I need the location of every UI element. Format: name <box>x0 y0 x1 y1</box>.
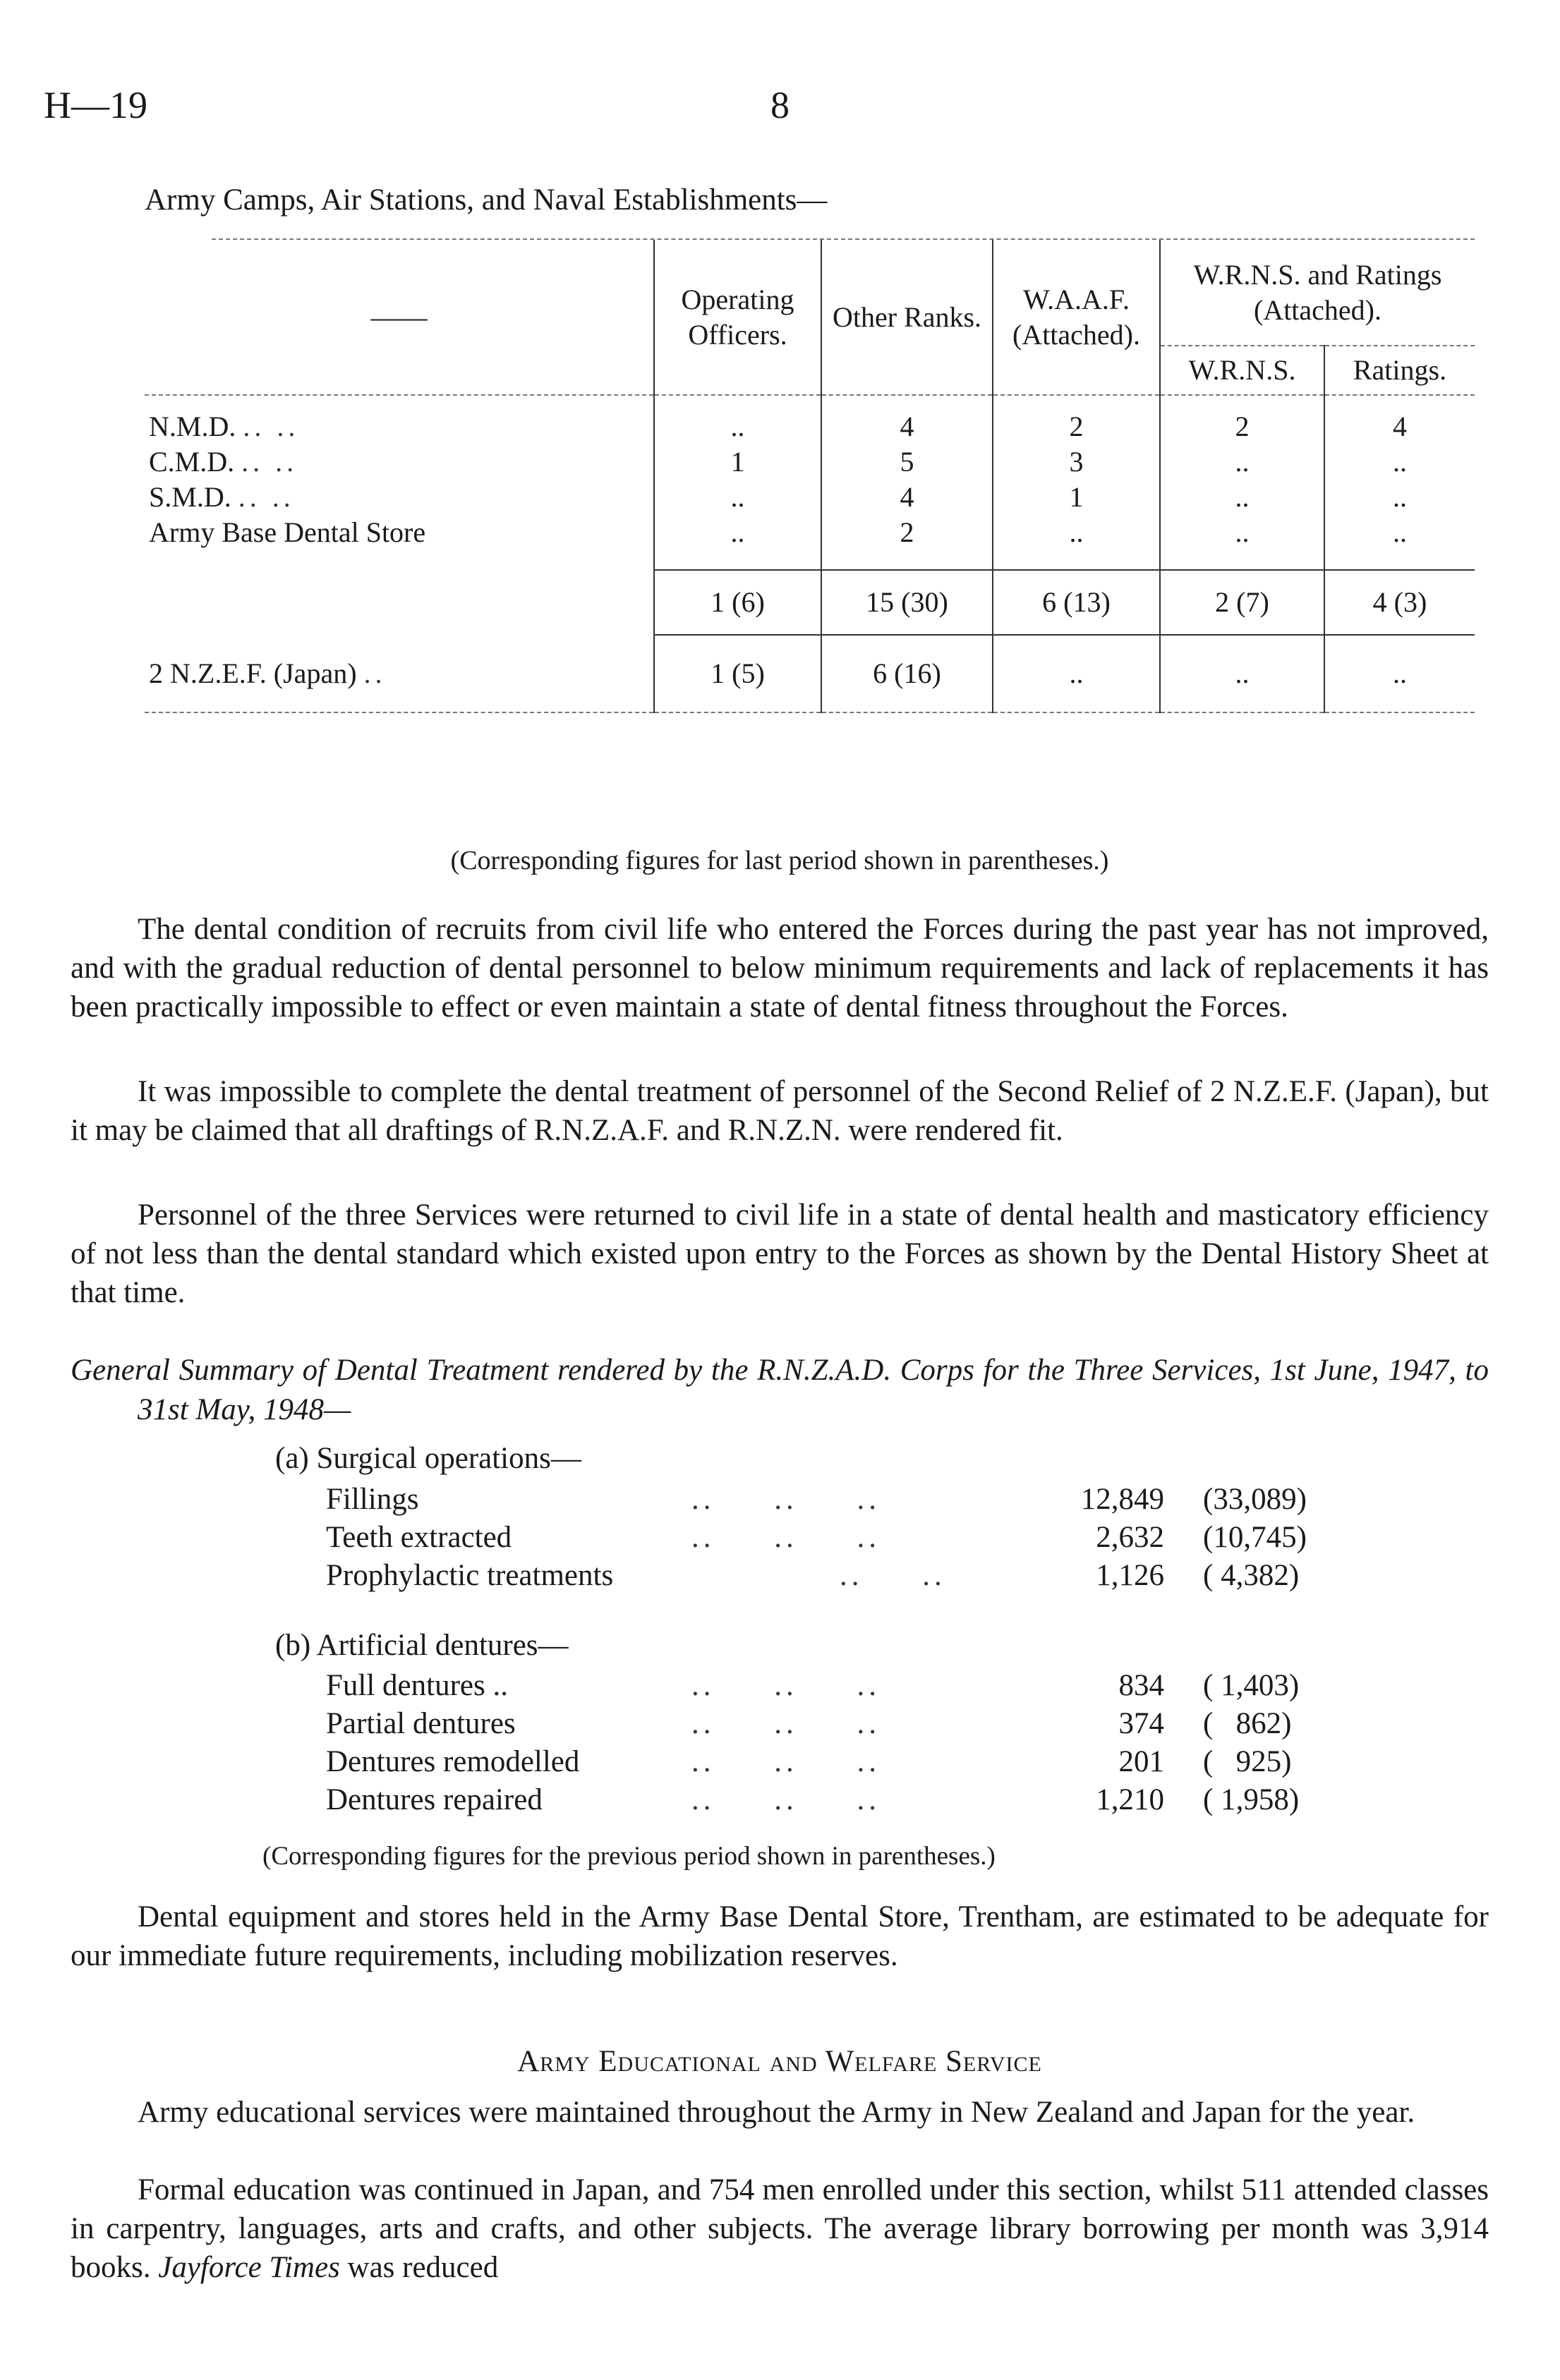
summary-note: (Corresponding figures for the previous period shown in parentheses.) <box>262 1842 996 1871</box>
total-other: 15 (30) <box>821 570 993 635</box>
cell-other: 5 <box>821 444 993 480</box>
summary-item-label: Full dentures .. <box>326 1669 508 1702</box>
cell-wrns: .. <box>1160 515 1324 550</box>
row-label: Army Base Dental Store <box>149 516 426 548</box>
table-note: (Corresponding figures for last period shown in parentheses.) <box>450 846 1109 875</box>
dentures-heading: (b) Artificial dentures— <box>275 1629 569 1662</box>
cell-waaf: 1 <box>993 480 1160 515</box>
summary-item-value: 12,849 <box>1080 1483 1164 1516</box>
total-operating: 1 (6) <box>654 570 821 635</box>
cell-operating: .. <box>654 515 821 550</box>
paragraph-personnel-returned: Personnel of the three Services were returned to civil life in a state of dental health and masticatory efficiency of not less than the dental standard which existed upon entry to the Forces as shown by the Dental History Sheet at that time. <box>71 1198 1489 1309</box>
col-wrns-ratings-group: W.R.N.S. and Ratings (Attached). <box>1160 240 1475 346</box>
cell-waaf: .. <box>993 635 1160 712</box>
jayforce-times-title: Jayforce Times <box>158 2251 340 2284</box>
total-ratings: 4 (3) <box>1324 570 1475 635</box>
row-label: N.M.D. .. .. <box>149 411 300 442</box>
cell-operating: 1 (5) <box>654 635 821 712</box>
page-number: 8 <box>770 84 790 126</box>
summary-item-value: 201 <box>1118 1745 1164 1778</box>
paragraph-dental-condition: The dental condition of recruits from civil life who entered the Forces during the past year has not improved, and with the gradual reduction of dental personnel to below minimum requirements and lack of replacements it has been practically impossible to effect or even maintain a state of dental fitness throughout the Forces. <box>71 913 1489 1024</box>
cell-ratings: .. <box>1324 480 1475 515</box>
summary-item-label: Partial dentures <box>326 1707 516 1740</box>
establishments-table <box>145 240 1475 722</box>
summary-item-value: 1,210 <box>1096 1783 1164 1816</box>
summary-item-previous: (33,089) <box>1203 1483 1307 1516</box>
summary-item-value: 834 <box>1118 1669 1164 1702</box>
table-row <box>145 480 1475 515</box>
summary-item-label: Teeth extracted <box>326 1521 512 1554</box>
cell-other: 6 (16) <box>821 635 993 712</box>
japan-row <box>145 635 1475 712</box>
col-operating-officers: Operating Officers. <box>654 240 821 395</box>
cell-other: 2 <box>821 515 993 550</box>
welfare-heading: Army Educational and Welfare Service <box>517 2045 1042 2078</box>
row-label: 2 N.Z.E.F. (Japan) .. <box>149 657 387 689</box>
cell-operating: .. <box>654 480 821 515</box>
cell-ratings: .. <box>1324 515 1475 550</box>
col-wrns: W.R.N.S. <box>1160 346 1324 395</box>
totals-row <box>145 570 1475 635</box>
row-label: S.M.D. .. .. <box>149 481 295 513</box>
cell-waaf: .. <box>993 515 1160 550</box>
cell-ratings: 4 <box>1324 409 1475 444</box>
paragraph-second-relief: It was impossible to complete the dental treatment of personnel of the Second Relief of 2 N.Z.E.F. (Japan), but it may be claimed that all draftings of R.N.Z.A.F. and R.N.Z.N. were rendered fit. <box>71 1075 1489 1147</box>
col-other-ranks: Other Ranks. <box>821 240 993 395</box>
cell-other: 4 <box>821 480 993 515</box>
summary-item-value: 374 <box>1118 1707 1164 1740</box>
cell-wrns: 2 <box>1160 409 1324 444</box>
summary-item-label: Dentures remodelled <box>326 1745 580 1778</box>
paragraph-formal-education: Formal education was continued in Japan, and 754 men enrolled under this section, whilst 511 attended classes in carpentry, languages, arts and crafts, and other subjects. The average library borrowing per month was 3,914 books. Jayforce Times was reduced <box>71 2173 1489 2284</box>
surgical-heading: (a) Surgical operations— <box>275 1442 581 1475</box>
cell-waaf: 3 <box>993 444 1160 480</box>
summary-item-previous: (10,745) <box>1203 1521 1307 1554</box>
table-row <box>145 515 1475 550</box>
cell-wrns: .. <box>1160 635 1324 712</box>
cell-wrns: .. <box>1160 444 1324 480</box>
table-blank-header: —— <box>370 300 428 333</box>
table-row <box>145 444 1475 480</box>
summary-item-previous: ( 862) <box>1203 1707 1292 1740</box>
cell-ratings: .. <box>1324 444 1475 480</box>
total-wrns: 2 (7) <box>1160 570 1324 635</box>
section-heading: Army Camps, Air Stations, and Naval Establishments— <box>145 183 828 217</box>
summary-item-label: Fillings <box>326 1483 419 1516</box>
summary-item-value: 2,632 <box>1096 1521 1164 1554</box>
summary-item-previous: ( 1,403) <box>1203 1669 1300 1702</box>
summary-item-value: 1,126 <box>1096 1559 1164 1592</box>
summary-item-previous: ( 4,382) <box>1203 1559 1300 1592</box>
table-row <box>145 409 1475 444</box>
total-waaf: 6 (13) <box>993 570 1160 635</box>
summary-item-label: Dentures repaired <box>326 1783 543 1816</box>
cell-other: 4 <box>821 409 993 444</box>
col-waaf: W.A.A.F. (Attached). <box>993 240 1160 395</box>
cell-ratings: .. <box>1324 635 1475 712</box>
cell-operating: 1 <box>654 444 821 480</box>
summary-title: General Summary of Dental Treatment rendered by the R.N.Z.A.D. Corps for the Three Services, 1st June, 1947, to 31st May, 1948— <box>71 1354 1489 1426</box>
cell-wrns: .. <box>1160 480 1324 515</box>
summary-item-previous: ( 1,958) <box>1203 1783 1300 1816</box>
paragraph-educational-services: Army educational services were maintained throughout the Army in New Zealand and Japan for the year. <box>138 2096 1415 2129</box>
cell-operating: .. <box>654 409 821 444</box>
document-reference: H—19 <box>44 84 147 126</box>
row-label: C.M.D. .. .. <box>149 446 298 478</box>
col-ratings: Ratings. <box>1324 346 1475 395</box>
summary-item-label: Prophylactic treatments <box>326 1559 614 1592</box>
cell-waaf: 2 <box>993 409 1160 444</box>
paragraph-equipment: Dental equipment and stores held in the Army Base Dental Store, Trentham, are estimated to be adequate for our immediate future requirements, including mobilization reserves. <box>71 1900 1489 1972</box>
summary-item-previous: ( 925) <box>1203 1745 1292 1778</box>
